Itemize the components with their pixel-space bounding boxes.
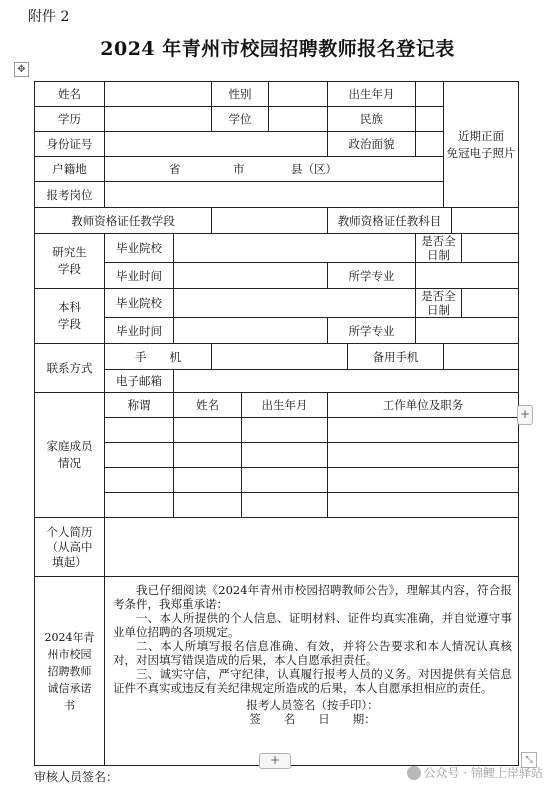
watermark (407, 764, 543, 781)
backup-phone-field[interactable] (444, 344, 519, 370)
family-row-3-birth[interactable] (242, 468, 328, 493)
undergrad-major-label: 所学专业 (328, 318, 416, 344)
degree-label: 学位 (212, 107, 269, 132)
grad-time-field[interactable] (174, 263, 328, 289)
hukou-field[interactable] (105, 157, 444, 182)
hukou-label: 户籍地 (35, 157, 105, 182)
family-col-work: 工作单位及职务 (328, 393, 519, 418)
province-label: 省 (169, 162, 181, 176)
grad-fulltime-field[interactable] (462, 234, 519, 263)
family-row-3-title[interactable] (105, 468, 174, 493)
grad-major-label: 所学专业 (328, 263, 416, 289)
table-move-handle-icon[interactable]: ✥ (14, 62, 29, 77)
degree-field[interactable] (269, 107, 328, 132)
family-row-4-work[interactable] (328, 493, 519, 518)
undergrad-time-field[interactable] (174, 318, 328, 344)
undergrad-section-label: 本科 学段 (35, 289, 105, 344)
family-row-2-title[interactable] (105, 443, 174, 468)
family-row-4-birth[interactable] (242, 493, 328, 518)
pledge-intro: 我已仔细阅读《2024年青州市校园招聘教师公告》，理解其内容，符合报考条件，我郑重承诺： (113, 583, 513, 611)
political-label: 政治面貌 (328, 132, 416, 157)
name-field[interactable] (105, 82, 212, 107)
pledge-text (105, 577, 519, 766)
attachment-label: 附件 2 (28, 9, 70, 25)
position-field[interactable] (105, 182, 444, 208)
grad-section-label: 研究生 学段 (35, 234, 105, 289)
position-label: 报考岗位 (35, 182, 105, 208)
undergrad-fulltime-field[interactable] (462, 289, 519, 318)
cert-subject-field[interactable] (452, 208, 519, 234)
mobile-label: 手 机 (105, 344, 212, 370)
birth-field[interactable] (416, 82, 444, 107)
form-title: 2024 年青州市校园招聘教师报名登记表 (100, 38, 455, 60)
family-label: 家庭成员 情况 (35, 393, 105, 518)
resume-field[interactable] (105, 518, 519, 577)
email-field[interactable] (174, 370, 519, 393)
grad-time-label: 毕业时间 (105, 263, 174, 289)
pledge-item-3: 三、诚实守信，严守纪律，认真履行报考人员的义务。对因提供有关信息证件不真实或违反有关纪律规定所造成的后果，本人自愿承担相应的责任。 (113, 667, 513, 695)
name-label: 姓名 (35, 82, 105, 107)
family-row-1-title[interactable] (105, 418, 174, 443)
wechat-icon (407, 766, 421, 780)
undergrad-major-field[interactable] (416, 318, 519, 344)
resize-handle-icon[interactable]: ⤡ (521, 752, 537, 768)
id-number-field[interactable] (105, 132, 328, 157)
cert-subject-label: 教师资格证任教科目 (328, 208, 452, 234)
pledge-date-label: 签 名 日 期： (249, 712, 376, 726)
grad-school-field[interactable] (174, 234, 416, 263)
contact-label: 联系方式 (35, 344, 105, 393)
gender-label: 性别 (212, 82, 269, 107)
undergrad-school-field[interactable] (174, 289, 416, 318)
birth-label: 出生年月 (328, 82, 416, 107)
ethnicity-label: 民族 (328, 107, 416, 132)
family-row-1-birth[interactable] (242, 418, 328, 443)
education-field[interactable] (105, 107, 212, 132)
cert-stage-field[interactable] (212, 208, 328, 234)
add-row-icon[interactable]: + (259, 753, 291, 769)
county-label: 县（区） (291, 162, 337, 176)
city-label: 市 (233, 162, 245, 176)
id-number-label: 身份证号 (35, 132, 105, 157)
family-row-4-name[interactable] (174, 493, 242, 518)
email-label: 电子邮箱 (105, 370, 174, 393)
family-row-1-name[interactable] (174, 418, 242, 443)
grad-major-field[interactable] (416, 263, 519, 289)
family-row-1-work[interactable] (328, 418, 519, 443)
undergrad-time-label: 毕业时间 (105, 318, 174, 344)
family-col-name: 姓名 (174, 393, 242, 418)
grad-fulltime-label: 是否全日制 (416, 234, 462, 263)
pledge-label: 2024年青 州市校园 招聘教师 诚信承诺 书 (35, 577, 105, 766)
family-row-2-name[interactable] (174, 443, 242, 468)
family-row-2-work[interactable] (328, 443, 519, 468)
undergrad-fulltime-label: 是否全日制 (416, 289, 462, 318)
political-field[interactable] (416, 132, 444, 157)
pledge-item-2: 二、本人所填写报名信息准确、有效，并将公告要求和本人情况认真核对，对因填写错误造成的后果，本人自愿承担责任。 (113, 639, 513, 667)
photo-box[interactable]: 近期正面 免冠电子照片 (444, 82, 519, 208)
family-row-3-name[interactable] (174, 468, 242, 493)
education-label: 学历 (35, 107, 105, 132)
resume-label: 个人简历 （从高中 填起） (35, 518, 105, 577)
gender-field[interactable] (269, 82, 328, 107)
cert-stage-label: 教师资格证任教学段 (35, 208, 212, 234)
family-col-title: 称谓 (105, 393, 174, 418)
family-row-3-work[interactable] (328, 468, 519, 493)
pledge-signature-label: 报考人员签名（按手印）： (246, 698, 379, 712)
registration-table (34, 81, 519, 766)
grad-school-label: 毕业院校 (105, 234, 174, 263)
family-row-4-title[interactable] (105, 493, 174, 518)
family-row-2-birth[interactable] (242, 443, 328, 468)
mobile-field[interactable] (212, 344, 348, 370)
ethnicity-field[interactable] (416, 107, 444, 132)
add-column-icon[interactable]: + (517, 405, 533, 425)
reviewer-signature-label: 审核人员签名： (34, 770, 119, 784)
undergrad-school-label: 毕业院校 (105, 289, 174, 318)
watermark-text: 公众号 · 锦鲤上岸驿站 (423, 766, 543, 780)
family-col-birth: 出生年月 (242, 393, 328, 418)
backup-phone-label: 备用手机 (348, 344, 444, 370)
pledge-item-1: 一、本人所提供的个人信息、证明材料、证件均真实准确，并自觉遵守事业单位招聘的各项规定。 (113, 611, 513, 639)
